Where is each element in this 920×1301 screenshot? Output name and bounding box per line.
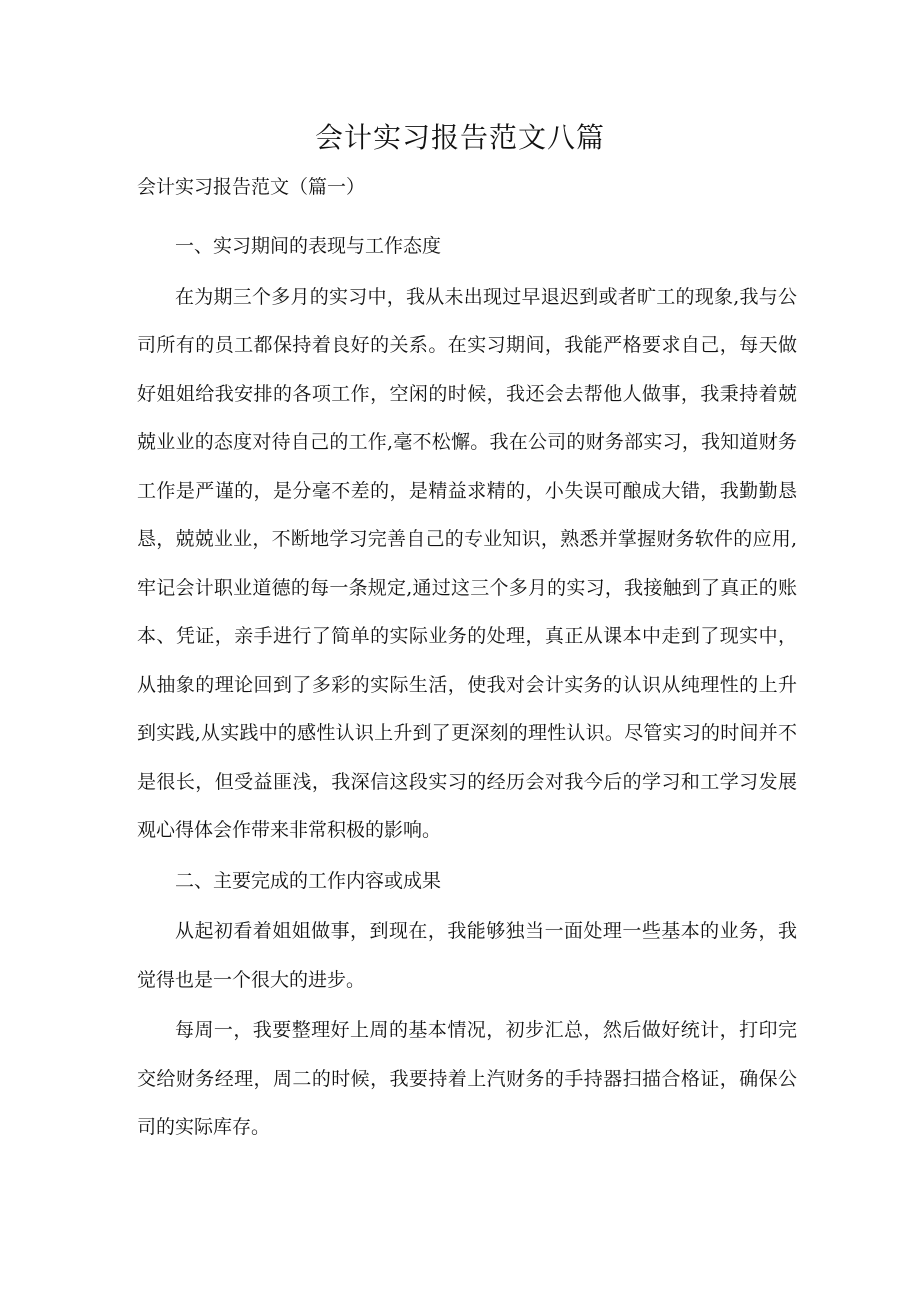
subsection-heading: 二、主要完成的工作内容或成果 [175, 869, 442, 892]
document-title: 会计实习报告范文八篇 [314, 121, 605, 154]
body-paragraph: 从起初看着姐姐做事，到现在，我能够独当一面处理一些基本的业务，我觉得也是一个很大的进步。 [137, 920, 797, 991]
subsection-heading: 一、实习期间的表现与工作态度 [175, 235, 442, 257]
body-paragraph: 在为期三个多月的实习中，我从未出现过早退迟到或者旷工的现象,我与公司所有的员工都保持着良好的关系。在实习期间，我能严格要求自己，每天做好姐姐给我安排的各项工作，空闲的时候，我还会去帮他人做事，我秉持着兢兢业业的态度对待自己的工作,毫不松懈。我在公司的财务部实习，我知道财务工作是严谨的，是分毫不差的，是精益求精的，小失误可酿成大错，我勤勤恳恳，兢兢业业，不断地学习完善自己的专业知识，熟悉并掌握财务软件的应用,牢记会计职业道德的每一条规定,通过这三个多月的实习，我接触到了真正的账本、凭证，亲手进行了简单的实际业务的处理，真正从课本中走到了现实中，从抽象的理论回到了多彩的实际生活，使我对会计实务的认识从纯理性的上升到实践,从实践中的感性认识上升到了更深刻的理性认识。尽管实习的时间并不是很长，但受益匪浅，我深信这段实习的经历会对我今后的学习和工学习发展观心得体会作带来非常积极的影响。 [137, 285, 797, 841]
document-body [137, 222, 797, 1154]
body-paragraph: 每周一，我要整理好上周的基本情况，初步汇总，然后做好统计，打印完交给财务经理，周二的时候，我要持着上汽财务的手持器扫描合格证，确保公司的实际库存。 [137, 1019, 797, 1138]
section-title: 会计实习报告范文（篇一） [137, 176, 366, 198]
